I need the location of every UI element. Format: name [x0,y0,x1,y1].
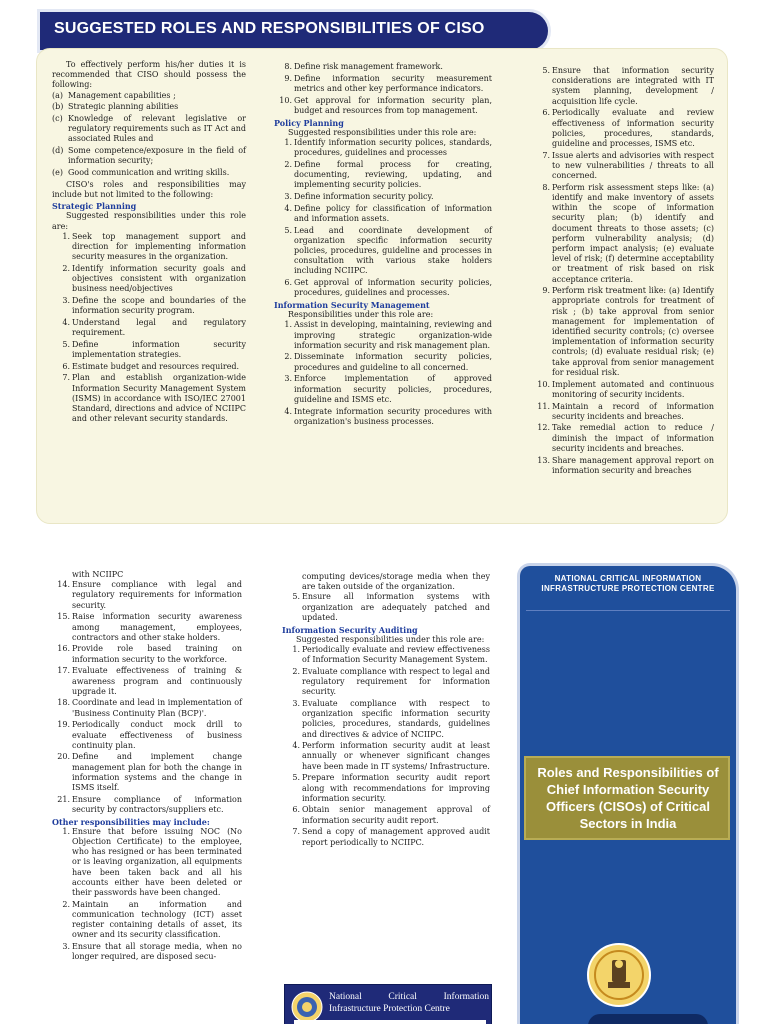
list-item [532,108,714,149]
list-item [52,612,242,643]
list-item [52,146,246,166]
ncii-footer-box [284,984,492,1024]
list-item-number: 8. [284,62,292,71]
title-banner [40,12,548,50]
list-item [282,773,490,804]
list-item-text: Define information security policy. [294,191,434,201]
list-item [52,827,242,898]
list-item-number: 12. [537,423,550,433]
list-item-number: 20. [57,752,70,762]
list-item [282,699,490,740]
list-item [282,741,490,772]
list-item-number: 5. [284,225,292,235]
list-item-text: Estimate budget and resources required. [72,361,240,371]
list-item [52,580,242,611]
list-item-number: 3. [284,374,292,384]
list-item-number: (b) [52,102,64,112]
list-item [274,352,492,372]
continuation-line: with NCIIPC [72,570,124,579]
list-item-text: Define risk management framework. [294,62,443,71]
column-2 [274,62,492,428]
strategic-list-continued [274,62,492,116]
other-list [52,827,242,963]
ism-heading: Information Security Management [274,299,430,310]
footer-strip [294,1020,486,1024]
list-item [282,805,490,825]
ism-list-continued [532,66,714,476]
list-item-number: 7. [62,373,70,383]
list-item [274,62,492,72]
list-item-text: Understand legal and regulatory requirement. [72,317,246,338]
list-item [52,340,246,360]
list-item-text: Prepare information security audit report along with recommendations for improving information security. [302,773,490,803]
list-item-number: 1. [284,320,292,330]
list-item-text: Ensure that information security considerations are integrated with IT system planning, development / acquisition life cycle. [552,66,714,106]
list-item [532,380,714,400]
list-item [52,168,246,178]
list-item-number: 6. [284,278,292,288]
list-item [532,286,714,378]
list-item-text: Get approval of information security policies, procedures, guidelines and processes. [294,278,492,298]
divider [526,610,730,611]
list-item-number: 4. [284,203,292,213]
list-item-number: 6. [292,805,300,815]
list-item-text: Periodically conduct mock drill to evaluate effectiveness of business continuity plan. [72,720,242,750]
list-item-number: (e) [52,168,63,178]
list-item-number: 4. [284,406,292,416]
policy-intro: Suggested responsibilities under this role are: [288,127,477,137]
list-item [274,226,492,277]
list-item-number: 1. [62,231,70,241]
list-item [52,698,242,718]
list-item-number: 16. [57,644,70,654]
list-item [52,296,246,316]
list-item-text: Maintain an information and communication technology (ICT) asset register containing details of asset, its owner and its security classification. [72,899,242,940]
list-item-text: Ensure compliance with legal and regulatory requirements for information security. [72,580,242,610]
strategic-list [52,232,246,425]
list-item [52,232,246,263]
list-item [274,160,492,191]
ism-list-continued-2 [52,580,242,815]
list-item [274,192,492,202]
list-item-number: 1. [62,826,70,836]
ncii-footer-text: National Critical Information Infrastructure Protection Centre [329,992,489,1014]
list-item-text: Raise information security awareness among management, employees, contractors and other stake holders. [72,612,242,642]
qualities-list [52,91,246,179]
list-item-text: Issue alerts and advisories with respect to new vulnerabilities / threats to all concerned. [552,150,714,181]
list-item-text: Define the scope and boundaries of the information security program. [72,295,246,316]
list-item [274,278,492,298]
list-item-number: 5. [542,66,550,75]
list-item [532,402,714,422]
list-item [532,183,714,285]
list-item-number: 10. [537,379,550,389]
list-item-text: Integrate information security procedures with organization's business processes. [294,406,492,426]
list-item [52,752,242,793]
list-item-number: 6. [542,108,550,118]
page-title: SUGGESTED ROLES AND RESPONSIBILITIES OF CISO [54,20,485,37]
list-item-number: 17. [57,666,70,676]
ncii-seal-icon [291,991,323,1023]
list-item-text: Implement automated and continuous monitoring of security incidents. [552,379,714,399]
list-item-text: Ensure compliance of information security by contractors/suppliers etc. [72,794,242,814]
other-list-continued [282,592,490,623]
cover-title-box [524,756,730,840]
list-item-number: 1. [292,644,300,654]
list-item-text: Ensure that all storage media, when no longer required, are disposed secu- [72,942,242,962]
list-item [282,645,490,665]
list-item-number: 2. [292,666,300,676]
list-item [274,74,492,94]
list-item-text: Maintain a record of information security incidents and breaches. [552,401,714,421]
list-item-number: 7. [542,150,550,160]
list-item-number: 2. [62,899,70,909]
list-item-text: Define policy for classification of information and information assets. [294,203,492,223]
list-item-number: 19. [57,720,70,730]
cover-title: Roles and Responsibilities of Chief Information Security Officers (CISOs) of Critical Sectors in India [537,765,719,831]
list-item-text: Lead and coordinate development of organization specific information security policies, procedures, guideline and processes in consultation with various stake holders including NCIIPC. [294,225,492,276]
list-item [52,900,242,941]
list-item-number: 3. [284,191,292,201]
list-item-text: Knowledge of relevant legislative or regulatory requirements such as IT Act and associated Rules and [68,114,246,144]
list-item [52,264,246,295]
column-3 [532,66,714,477]
list-item-text: Assist in developing, maintaining, reviewing and improving strategic organization-wide information security and risk management plan. [294,320,492,350]
list-item-number: 14. [57,580,70,590]
list-item-number: 5. [292,773,300,783]
list-item-text: Take remedial action to reduce / diminish the impact of information security incidents and breaches. [552,423,714,453]
list-item-number: 8. [542,182,550,192]
list-item-text: Define and implement change management plan for both the change in information systems and the change in ISMS itself. [72,752,242,793]
other-responsibilities-heading: Other responsibilities may include: [52,816,210,827]
list-item-number: 3. [62,942,70,952]
list-item-text: Perform information security audit at least annually or whenever significant changes have been made in IT systems/ Infrastructure. [302,741,490,771]
list-item [52,720,242,751]
list-item [52,91,246,101]
list-item-number: (c) [52,114,63,124]
list-item-text: Define information security implementation strategies. [72,339,246,359]
list-item-number: 4. [292,741,300,751]
list-item-text: Evaluate compliance with respect to organization specific information security policies, procedures, standards, guidelines and directives & advice of NCIIPC. [302,698,490,739]
list-item [274,138,492,158]
list-item [52,373,246,424]
ism-list [274,320,492,427]
ism-intro: Responsibilities under this role are: [288,310,434,320]
list-item-number: 13. [537,455,550,465]
strategic-planning-heading: Strategic Planning [52,201,137,212]
list-item [282,667,490,698]
list-item-number: 4. [62,317,70,327]
list-item-number: (d) [52,146,64,156]
list-item [274,204,492,224]
list-item-number: 11. [537,401,550,411]
list-item [274,320,492,351]
list-item [52,362,246,372]
list-item-text: Evaluate compliance with respect to legal and regulatory requirement for information security. [302,666,490,697]
list-item-text: Perform risk treatment like: (a) Identify appropriate controls for treatment of risk ; (b) take approval from senior management for implementation of identified security controls; (c) oversee implementation of information security controls; (d) evaluate residual risk; (e) take approval from senior management for residual risk. [552,286,714,377]
intro-text: To effectively perform his/her duties it is recommended that CISO should possess the following: [52,60,246,90]
list-item-number: 2. [284,159,292,169]
list-item-number: 9. [542,286,550,296]
list-item-text: Enforce implementation of approved information security policies, procedures, guideline and ISMS etc. [294,374,492,404]
list-item [532,151,714,182]
roles-intro: CISO's roles and responsibilities may include but not limited to the following: [52,179,246,199]
list-item [532,66,714,107]
list-item [52,795,242,815]
list-item-number: 5. [62,339,70,349]
list-item [52,942,242,962]
list-item-text: Identify information security goals and objectives consistent with organization business need/objectives [72,263,246,294]
list-item-text: Obtain senior management approval of information security audit report. [302,805,490,825]
list-item-number: 3. [292,698,300,708]
list-item-text: Some competence/exposure in the field of information security; [68,146,246,166]
list-item-number: 2. [62,263,70,273]
badge-strip [588,1014,708,1024]
list-item-number: 15. [57,612,70,622]
list-item-number: 1. [284,137,292,147]
list-item-text: Share management approval report on information security and breaches [552,455,714,475]
list-item-text: Periodically evaluate and review effectiveness of Information Security Management System. [302,644,490,665]
list-item-number: 18. [57,698,70,708]
continuation-text: computing devices/storage media when they are taken outside of the organization. [302,572,490,592]
strategic-intro: Suggested responsibilities under this role are: [52,211,246,231]
list-item-text: Provide role based training on information security to the workforce. [72,644,242,664]
auditing-list [282,645,490,848]
list-item [52,666,242,697]
list-item-text: Management capabilities ; [68,90,176,100]
list-item [52,644,242,664]
list-item [274,407,492,427]
national-emblem-icon [586,942,652,1008]
policy-planning-heading: Policy Planning [274,117,344,128]
list-item-number: 7. [292,827,300,837]
list-item-text: Evaluate effectiveness of training & awareness program and continuously upgrade it. [72,666,242,696]
list-item-text: Disseminate information security policies, procedures and guideline to all concerned. [294,352,492,372]
list-item-text: Seek top management support and direction for implementing information security measures in the organization. [72,231,246,262]
list-item-text: Ensure that before issuing NOC (No Objection Certificate) to the employee, who has resigned or has been terminated or is leaving organization, all equipments have been taken back and all his accounts either have been deleted or their passwords have been changed. [72,826,242,898]
list-item-number: 9. [284,73,292,83]
list-item-number: (a) [52,90,64,100]
auditing-intro: Suggested responsibilities under this role are: [296,634,485,644]
list-item [52,318,246,338]
list-item-text: Periodically evaluate and review effectiveness of information security policies, procedures, standards, guideline and processes, ISMS etc. [552,108,714,148]
list-item [532,456,714,476]
list-item-text: Send a copy of management approved audit report periodically to NCIIPC. [302,827,490,847]
list-item-number: 2. [284,352,292,362]
list-item [282,827,490,847]
list-item-text: Define formal process for creating, documenting, reviewing, updating, and implementing security policies. [294,159,492,190]
list-item-text: Perform risk assessment steps like: (a) identify and make inventory of assets within the scope of information security plan; (b) identify and document threats to those assets; (c) perform vulnerability analysis; (d) perform impact analysis; (e) evaluate level of risk; (f) determine acceptability or treatment of risk based on risk acceptance criteria. [552,182,714,284]
list-item-text: Good communication and writing skills. [68,168,230,178]
list-item [532,423,714,454]
list-item [274,374,492,405]
list-item-text: Get approval for information security plan, budget and resources from top management. [294,95,492,115]
list-item [52,102,246,112]
list-item-text: Coordinate and lead in implementation of 'Business Continuity Plan (BCP)'. [72,698,242,718]
column-1 [52,60,246,426]
list-item-text: Define information security measurement metrics and other key performance indicators. [294,73,492,93]
list-item-number: 21. [57,794,70,804]
list-item: 5. Ensure all information systems with organization are adequately patched and updated. [292,592,490,622]
list-item-text: Strategic planning abilities [68,102,179,112]
list-item [52,114,246,145]
list-item-number: 3. [62,295,70,305]
list-item [274,96,492,116]
list-item-text: Plan and establish organization-wide Information Security Management System (ISMS) in accordance with ISO/IEC 27001 Standard, directions and advice of NCIIPC and other relevant security standards. [72,373,246,424]
list-item-number: 10. [279,95,292,105]
list-item-number: 6. [62,361,70,371]
column-5 [282,572,490,849]
org-name: NATIONAL CRITICAL INFORMATION INFRASTRUCTURE PROTECTION CENTRE [541,574,715,593]
auditing-heading: Information Security Auditing [282,624,418,635]
list-item-text: Identify information security polices, standards, procedures, guidelines and processes [294,137,492,158]
policy-list [274,138,492,299]
column-4 [52,570,242,964]
